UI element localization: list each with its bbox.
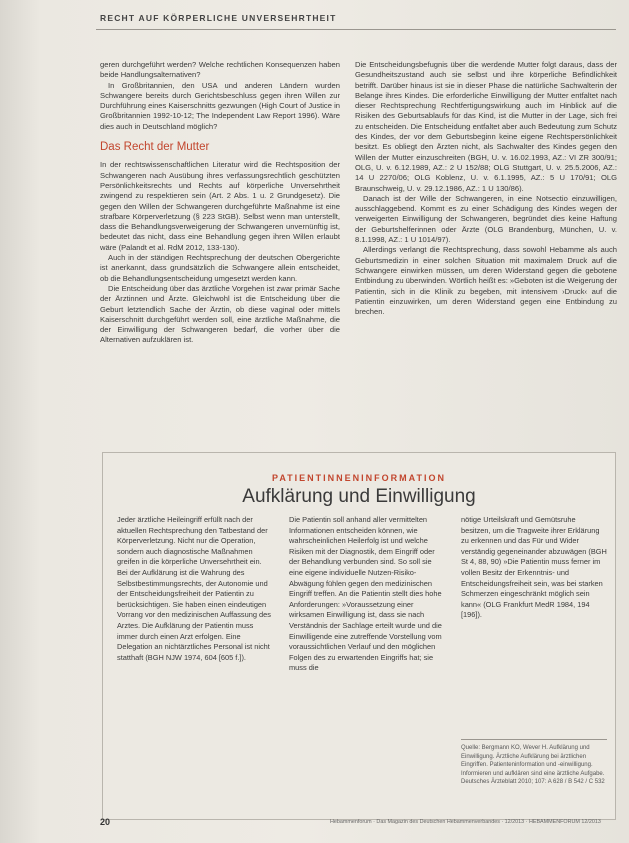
box-column-1: Jeder ärztliche Heileingriff erfüllt nach der aktuellen Rechtsprechung den Tatbestand der Körperverletzung. Nicht nur die Operation, sondern auch diagnostische Maßnahmen greifen in die körperliche Unversehrtheit ein. Bei der Aufklärung ist die Wahrung des Selbstbestimmungsrechts, der Autonomie und der Entscheidungsfreiheit der Patientin zu berücksichtigen. Sie haben einen eindeutigen Vorrang vor den medizinischen Auffassung des Arztes. Die Aufklärung der Patientin muss immer durch einen Arzt erfolgen. Eine Delegation an nichtärztliches Personal ist nicht statthaft (BGH NJW 1974, 604 [605 f.]). [117,515,271,662]
paragraph: Auch in der ständigen Rechtsprechung der deutschen Obergerichte ist anerkannt, dass grundsätzlich die Schwangere allein entscheidet, ob die Behandlungsentscheidung umgesetzt werden kann. [100,253,340,283]
footer-line: Hebammenforum · Das Magazin des Deutschen Hebammenverbandes · 12/2013 · HEBAMMENFORUM 12/2013 [330,819,601,825]
info-box [102,452,616,820]
paragraph: Die Entscheidung über das ärztliche Vorgehen ist zwar primär Sache der Ärztinnen und Ärzte. Gleichwohl ist die Entscheidung über die Geburt letztendlich Sache der Ärztin, ob diese vaginal oder mittels Kaiserschnitt durchgeführt werden soll, eine ärztliche Maßnahme, die der Einwilligung der Schwangeren bedarf, die vorher über die Alternativen aufzuklären ist. [100,283,340,345]
box-source: Quelle: Bergmann KO, Wever H. Aufklärung und Einwilligung. Ärztliche Aufklärung bei ärztlichen Eingriffen. Patienteninformation und -einwilligung. Informieren und aufklären sind eine ärztliche Aufgabe. Deutsches Ärzteblatt 2010; 107: A 628 / B 542 / C 532 [461,739,607,787]
section-heading: Das Recht der Mutter [100,141,210,154]
running-head: RECHT AUF KÖRPERLICHE UNVERSEHRTHEIT [100,13,337,23]
header-rule [96,29,616,30]
right-column [355,60,617,410]
paragraph: geren durchgeführt werden? Welche rechtlichen Konsequenzen haben beide Handlungsalternativen? [100,60,340,80]
paragraph: Allerdings verlangt die Rechtsprechung, dass sowohl Hebamme als auch Geburtsmedizin in einer solchen Situation mit maximalem Druck auf die Schwangere einwirken müssen, um deren Widerstand gegen die gebotene Entbindung zu überwinden. Wörtlich heißt es: »Geboten ist die Weigerung der Patientin, sich in die Klinik zu begeben, mit intensivem ›Druck‹ auf die Patientin einzuwirken, um deren Widerstand gegen eine Entbindung zu brechen. [355,245,617,317]
box-title: Aufklärung und Einwilligung [242,486,476,507]
box-column-3: nötige Urteilskraft und Gemütsruhe besitzen, um die Tragweite ihrer Erklärung zu erkennen und das Für und Wider verständig gegeneinander abzuwägen (BGH St 4, 88, 90) »Die Patientin muss ferner im vollen Besitz der Erkenntnis- und Entscheidungsfreiheit sein, was bei starken Schmerzen eingeschränkt möglich sein kann« (OLG Frankfurt MedR 1984, 194 [196]). [461,515,607,620]
box-kicker: PATIENTINNENINFORMATION [272,473,446,483]
left-column [100,60,340,408]
paragraph: In Großbritannien, den USA und anderen Ländern wurden Schwangere bereits durch Gerichtsbeschluss gegen ihren Willen zur Durchführung eines Kaiserschnitts gezwungen (High Court of Justice in Großbritannien 1992-10-12; The Independent Law Report 1996). Wäre dies auch in Deutschland möglich? [100,80,340,131]
paragraph: Danach ist der Wille der Schwangeren, in eine Notsectio einzuwilligen, ausschlaggebend. Kommt es zu einer Schädigung des Kindes wegen der verweigerten Einwilligung der Schwangeren, begründet dies keine Haftung der Geburtshelferinnen oder Ärzte (OLG Brandenburg, München, U. v. 8.1.1998, AZ.: 1 U 1014/97). [355,193,617,245]
page-number: 20 [100,817,111,827]
paragraph: In der rechtswissenschaftlichen Literatur wird die Rechtsposition der Schwangeren nach Ausübung ihres verfassungsrechtlich geschützten Persönlichkeitsrechts und Rechts auf körperliche Unversehrtheit zwingend zu respektieren sein (Art. 2 Abs. 1 u. 2 Grundgesetz). Die gegen den Willen der Schwangeren durchgeführte Maßnahme ist eine strafbare Körperverletzung (§ 223 StGB). Selbst wenn man unterstellt, dass die Behandlungsverweigerung der Schwangeren unvernünftig ist, bedeutet das nicht, dass eine Behandlung gegen ihren Willen erlaubt wäre (Palandt et al. RdM 2012, 133-130). [100,160,340,252]
box-column-2: Die Patientin soll anhand aller vermittelten Informationen entscheiden können, wie wahrscheinlichen Heilerfolg ist und welche Risiken mit der Diagnostik, dem Eingriff oder der Behandlung verbunden sind. So soll sie eine eigene individuelle Nutzen-Risiko-Abwägung fühlen gegen den medizinischen Eingriff treffen. An die Patientin stellt dies hohe Anforderungen: »Voraussetzung einer wirksamen Einwilligung ist, dass sie nach Verständnis der Sachlage erteilt wurde und die Einwilligende eine zutreffende Vorstellung vom voraussichtlichen Verlauf und den möglichen Folgen des zu erwartenden Eingriffs hat; sie muss die [289,515,442,673]
paragraph: Die Entscheidungsbefugnis über die werdende Mutter folgt daraus, dass der Gesundheitszustand auch sie selbst und ihre körperliche Befindlichkeit betrifft. Darüber hinaus ist sie in dieser Phase die natürliche Sachwalterin der Belange ihres Kindes. Die erforderliche Einwilligung der Mutter entfaltet nach dieser Rechtsprechung Rechtfertigungswirkung auch im Hinblick auf die Risiken des Geburtsablaufs für das Kind, ist die Mutter in der Lage, sich frei zu entscheiden. Die Entscheidung entfaltet aber auch Bedeutung zum Schutz des Kindes, der vor dem Geburtsbeginn keine eigene Rechtspersönlichkeit besitzt. Es obliegt den Ärzten nicht, als Sachwalter des Kindes gegen den Willen der Mutter einzuschreiten (BGH, U. v. 16.02.1993, AZ.: VI ZR 300/91; OLG, U. v. 6.12.1989, AZ.: 2 U 152/88; OLG Stuttgart, U. v. 25.5.2006, AZ.: 14 U 2270/06; OLG Koblenz, U. v. 6.1.1995, AZ.: 5 U 170/91; OLG Braunschweig, U. v. 29.12.1986, AZ.: 1 U 130/86). [355,60,617,193]
